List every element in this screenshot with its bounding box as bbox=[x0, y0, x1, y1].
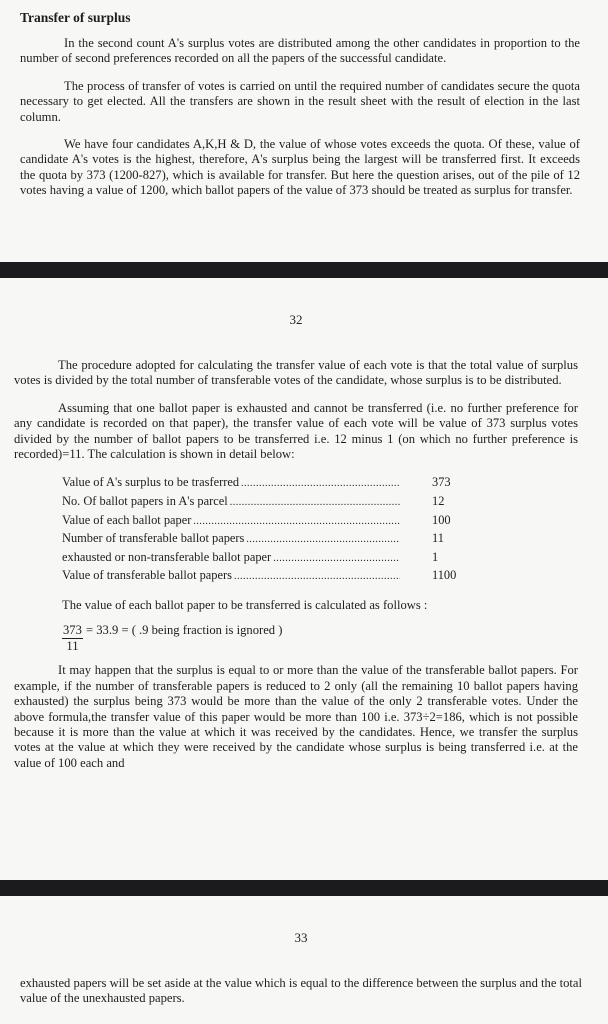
calc-row bbox=[62, 530, 462, 549]
fraction-numerator: 373 bbox=[63, 623, 82, 638]
calc-value: 100 bbox=[432, 512, 451, 527]
leader-dots bbox=[234, 569, 400, 586]
calc-value: 373 bbox=[432, 475, 451, 490]
leader-dots bbox=[241, 476, 400, 493]
paragraph: Assuming that one ballot paper is exhausted and cannot be transferred (i.e. no further preference for any candidate is recorded on that paper), the transfer value of each vote will be value of 373 surplus votes divided by the number of ballot papers to be transferred i.e. 12 minus 1 (on which no further preference is recorded)=11. The calculation is shown in detail below: bbox=[14, 400, 578, 462]
calc-intro: The value of each ballot paper to be transferred is calculated as follows : bbox=[62, 598, 428, 612]
paragraph: It may happen that the surplus is equal to or more than the value of the transferable ballot papers. For example, if the number of transferable papers is reduced to 2 only (all the remaining 10 ballot papers having exhausted) the surplus being 373 would be more than the value of the only 2 transferable votes. Under the above formula,the transfer value of this paper would be more than 100 i.e. 373÷2=186, which is not possible because it is more than the value at which it was received by the candidates. Hence, we transfer the surplus votes at the value at which they were received by the candidate whose surplus is being transferred i.e. at the value of 100 each and bbox=[14, 663, 578, 770]
calculation-table bbox=[62, 474, 462, 586]
paragraph: In the second count A's surplus votes are distributed among the other candidates in proportion to the number of second preferences recorded on all the papers of the successful candidate. bbox=[20, 36, 580, 66]
paragraph: exhausted papers will be set aside at the value which is equal to the difference between the surplus and the total value of the unexhausted papers. bbox=[20, 976, 582, 1006]
calc-label: exhausted or non-transferable ballot paper bbox=[62, 549, 272, 564]
calc-label: Number of transferable ballot papers bbox=[62, 531, 245, 546]
calc-label: Value of transferable ballot papers bbox=[62, 568, 232, 583]
calc-value: 11 bbox=[432, 531, 444, 546]
fraction-denominator: 11 bbox=[66, 639, 79, 654]
calc-label: Value of A's surplus to be trasferred bbox=[62, 475, 240, 490]
leader-dots bbox=[246, 532, 400, 549]
page-32 bbox=[0, 278, 608, 880]
calc-row bbox=[62, 549, 462, 568]
calc-label: No. Of ballot papers in A's parcel bbox=[62, 494, 228, 509]
fraction-formula bbox=[62, 623, 578, 657]
page-divider bbox=[0, 880, 608, 896]
calc-value: 1 bbox=[432, 549, 439, 564]
paragraph: We have four candidates A,K,H & D, the value of whose votes exceeds the quota. Of these, value of candidate A's votes is the highest, therefore, A's surplus being the largest will be transferred first. It exceeds the quota by 373 (1200-827), which is available for transfer. But here the question arises, out of the pile of 12 votes having a value of 1200, which ballot papers of the value of 373 should be treated as surplus for transfer. bbox=[20, 137, 580, 198]
section-heading: Transfer of surplus bbox=[20, 10, 131, 25]
page-number: 32 bbox=[289, 312, 303, 327]
leader-dots bbox=[273, 551, 400, 568]
page-33 bbox=[0, 896, 608, 1024]
calc-value: 1100 bbox=[432, 568, 457, 583]
paragraph: The process of transfer of votes is carried on until the required number of candidates secure the quota necessary to get elected. All the transfers are shown in the result sheet with the result of election in the last column. bbox=[20, 78, 580, 124]
calc-value: 12 bbox=[432, 494, 445, 509]
page-divider bbox=[0, 262, 608, 278]
leader-dots bbox=[230, 495, 400, 512]
page-number: 33 bbox=[294, 930, 308, 945]
calc-label: Value of each ballot paper bbox=[62, 512, 192, 527]
calc-row bbox=[62, 493, 462, 512]
calc-row bbox=[62, 512, 462, 531]
fraction-result: = 33.9 = ( .9 being fraction is ignored ) bbox=[86, 623, 283, 638]
paragraph: The procedure adopted for calculating the transfer value of each vote is that the total value of surplus votes is divided by the total number of transferable votes of the candidate, whose surplus is to be distributed. bbox=[14, 358, 578, 388]
calc-row bbox=[62, 474, 462, 493]
page-top bbox=[0, 0, 608, 262]
calc-row bbox=[62, 567, 462, 586]
leader-dots bbox=[193, 514, 400, 531]
fraction bbox=[62, 623, 83, 654]
